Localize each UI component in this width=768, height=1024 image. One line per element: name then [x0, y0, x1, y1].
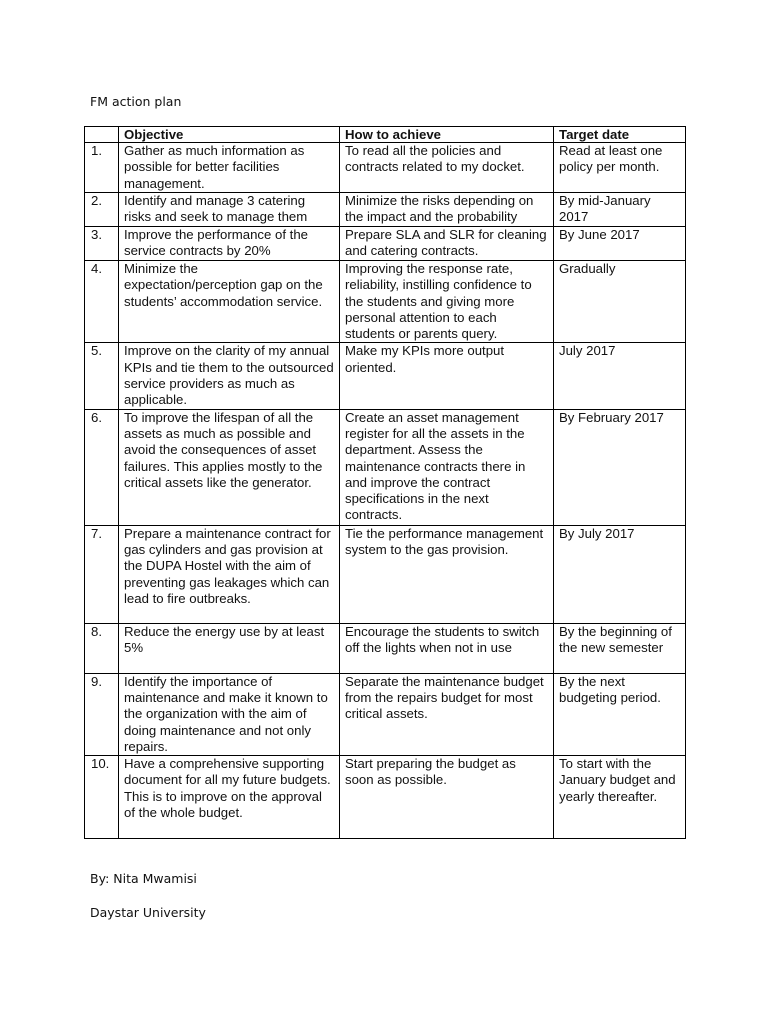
row-how-to-achieve: Encourage the students to switch off the lights when not in use [340, 623, 554, 673]
table-header-row [85, 127, 686, 143]
row-how-to-achieve: To read all the policies and contracts related to my docket. [340, 143, 554, 193]
row-number: 4. [85, 261, 119, 343]
row-target-date: By June 2017 [554, 227, 686, 261]
table-row [85, 227, 686, 261]
table-row [85, 756, 686, 839]
row-number: 1. [85, 143, 119, 193]
table-row [85, 409, 686, 525]
row-target-date: By mid-January 2017 [554, 193, 686, 227]
row-objective: To improve the lifespan of all the assets as much as possible and avoid the consequences of asset failures. This applies mostly to the critical assets like the generator. [119, 409, 340, 525]
row-number: 7. [85, 525, 119, 623]
row-how-to-achieve: Prepare SLA and SLR for cleaning and catering contracts. [340, 227, 554, 261]
row-number: 3. [85, 227, 119, 261]
row-objective: Improve the performance of the service contracts by 20% [119, 227, 340, 261]
row-target-date: To start with the January budget and yearly thereafter. [554, 756, 686, 839]
row-objective: Identify and manage 3 catering risks and seek to manage them [119, 193, 340, 227]
row-target-date: By the next budgeting period. [554, 673, 686, 755]
row-target-date: By July 2017 [554, 525, 686, 623]
row-how-to-achieve: Minimize the risks depending on the impact and the probability [340, 193, 554, 227]
table-row [85, 623, 686, 673]
row-how-to-achieve: Make my KPIs more output oriented. [340, 343, 554, 409]
university-line: Daystar University [90, 905, 206, 920]
document-title: FM action plan [90, 94, 182, 109]
table-row [85, 525, 686, 623]
header-number [85, 127, 119, 143]
row-how-to-achieve: Separate the maintenance budget from the repairs budget for most critical assets. [340, 673, 554, 755]
author-line: By: Nita Mwamisi [90, 871, 197, 886]
table-row [85, 143, 686, 193]
row-objective: Prepare a maintenance contract for gas cylinders and gas provision at the DUPA Hostel with the aim of preventing gas leakages which can lead to fire outbreaks. [119, 525, 340, 623]
action-plan-table [84, 126, 686, 839]
row-how-to-achieve: Create an asset management register for all the assets in the department. Assess the maintenance contracts there in and improve the contract specifications in the next contracts. [340, 409, 554, 525]
row-how-to-achieve: Start preparing the budget as soon as possible. [340, 756, 554, 839]
header-target-date: Target date [554, 127, 686, 143]
row-objective: Reduce the energy use by at least 5% [119, 623, 340, 673]
header-how-to-achieve: How to achieve [340, 127, 554, 143]
row-objective: Have a comprehensive supporting document for all my future budgets. This is to improve on the approval of the whole budget. [119, 756, 340, 839]
table-row [85, 673, 686, 755]
row-number: 5. [85, 343, 119, 409]
row-target-date: July 2017 [554, 343, 686, 409]
row-target-date: By the beginning of the new semester [554, 623, 686, 673]
row-number: 8. [85, 623, 119, 673]
row-target-date: By February 2017 [554, 409, 686, 525]
row-how-to-achieve: Improving the response rate, reliability, instilling confidence to the students and giving more personal attention to each students or parents query. [340, 261, 554, 343]
row-number: 9. [85, 673, 119, 755]
table-row [85, 193, 686, 227]
row-objective: Identify the importance of maintenance and make it known to the organization with the aim of doing maintenance and not only repairs. [119, 673, 340, 755]
row-number: 2. [85, 193, 119, 227]
table-row [85, 343, 686, 409]
row-objective: Gather as much information as possible for better facilities management. [119, 143, 340, 193]
row-number: 10. [85, 756, 119, 839]
row-objective: Minimize the expectation/perception gap on the students’ accommodation service. [119, 261, 340, 343]
row-target-date: Read at least one policy per month. [554, 143, 686, 193]
table-row [85, 261, 686, 343]
row-number: 6. [85, 409, 119, 525]
row-target-date: Gradually [554, 261, 686, 343]
row-objective: Improve on the clarity of my annual KPIs and tie them to the outsourced service providers as much as applicable. [119, 343, 340, 409]
row-how-to-achieve: Tie the performance management system to the gas provision. [340, 525, 554, 623]
header-objective: Objective [119, 127, 340, 143]
